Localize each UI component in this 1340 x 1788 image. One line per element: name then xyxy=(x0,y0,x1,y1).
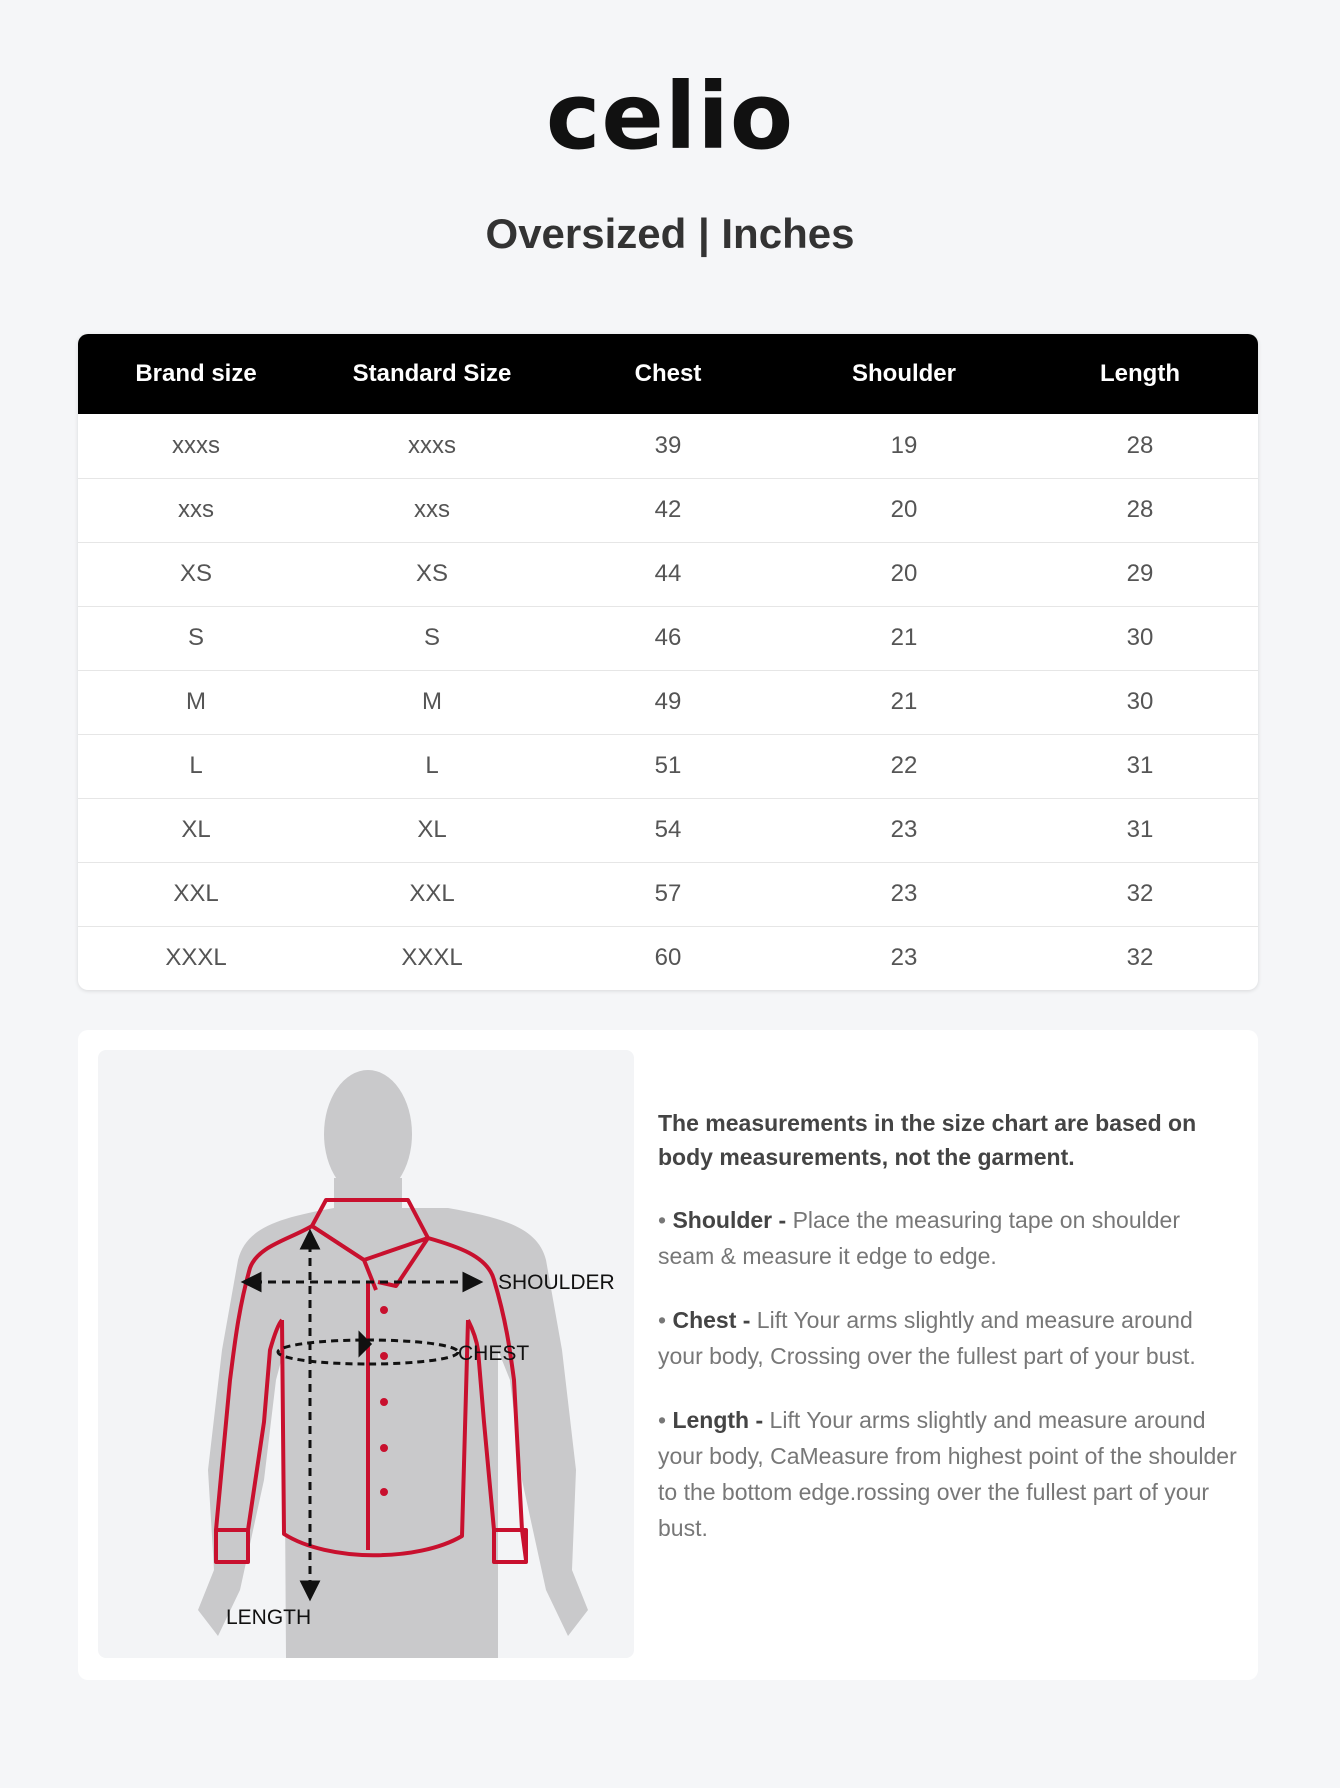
shirt-figure-illustration xyxy=(98,1050,634,1658)
table-row xyxy=(78,542,1258,606)
shoulder-cell: 22 xyxy=(890,752,918,779)
shoulder-description: Place the measuring tape on shoulder seam & measure it edge to edge. xyxy=(658,1207,1180,1269)
standard-size-cell: XXL xyxy=(409,880,455,907)
header-standard-size: Standard Size xyxy=(352,360,512,387)
chest-description: Lift Your arms slightly and measure around your body, Crossing over the fullest part of your bust. xyxy=(658,1307,1196,1369)
length-cell: 31 xyxy=(1126,752,1154,779)
table-row xyxy=(78,926,1258,990)
length-cell: 30 xyxy=(1126,688,1154,715)
table-row xyxy=(78,478,1258,542)
brand-size-cell: xxs xyxy=(178,496,214,523)
table-row xyxy=(78,734,1258,798)
table-header-row xyxy=(78,334,1258,414)
length-cell: 32 xyxy=(1126,880,1154,907)
brand-size-cell: xxxs xyxy=(172,431,220,459)
measurement-instructions xyxy=(658,1106,1238,1574)
chest-cell: 42 xyxy=(654,496,682,523)
table-row xyxy=(78,606,1258,670)
body-silhouette xyxy=(198,1070,588,1658)
brand-size-cell: M xyxy=(186,688,206,715)
length-cell: 30 xyxy=(1126,624,1154,651)
shoulder-cell: 21 xyxy=(890,688,918,715)
chest-instruction: • Chest - Lift Your arms slightly and measure around your body, Crossing over the fullest part of your bust. xyxy=(658,1307,1196,1369)
chest-term: Chest - xyxy=(672,1307,751,1333)
chest-cell: 46 xyxy=(654,624,682,651)
length-description: Lift Your arms slightly and measure around your body, CaMeasure from highest point of the shoulder to the bottom edge.rossing over the fullest part of your bust. xyxy=(658,1407,1237,1541)
length-cell: 31 xyxy=(1126,816,1154,843)
standard-size-cell: XS xyxy=(415,560,448,587)
chest-cell: 51 xyxy=(654,752,682,779)
shoulder-term: Shoulder - xyxy=(672,1207,787,1233)
table-row xyxy=(78,414,1258,478)
header-chest: Chest xyxy=(634,360,702,387)
chest-cell: 39 xyxy=(654,431,682,459)
header-brand-size: Brand size xyxy=(135,360,257,387)
standard-size-cell: xxs xyxy=(414,496,450,523)
length-cell: 32 xyxy=(1126,944,1154,972)
measurement-guide-card xyxy=(78,1030,1258,1680)
chest-cell: 49 xyxy=(654,688,682,715)
standard-size-cell: L xyxy=(425,752,439,779)
length-label: LENGTH xyxy=(226,1606,312,1629)
standard-size-cell: S xyxy=(423,624,440,651)
shoulder-cell: 20 xyxy=(890,496,918,523)
brand-size-cell: XXXL xyxy=(165,944,227,972)
standard-size-cell: xxxs xyxy=(408,431,456,459)
chest-cell: 44 xyxy=(654,560,682,587)
chest-label: CHEST xyxy=(458,1342,530,1365)
shoulder-cell: 23 xyxy=(890,880,918,907)
shoulder-cell: 21 xyxy=(890,624,918,651)
brand-size-cell: S xyxy=(187,624,204,651)
shoulder-cell: 23 xyxy=(890,816,918,843)
shoulder-cell: 19 xyxy=(890,431,918,459)
table-row xyxy=(78,670,1258,734)
shoulder-cell: 23 xyxy=(890,944,918,972)
header-shoulder: Shoulder xyxy=(851,360,956,387)
brand-size-cell: L xyxy=(189,752,203,779)
length-term: Length - xyxy=(672,1407,764,1433)
shoulder-label: SHOULDER xyxy=(498,1271,615,1294)
intro-text: The measurements in the size chart are based on body measurements, not the garment. xyxy=(658,1110,1197,1170)
size-chart-table xyxy=(78,334,1258,990)
chest-cell: 57 xyxy=(654,880,682,907)
length-cell: 28 xyxy=(1126,431,1154,459)
length-cell: 28 xyxy=(1126,496,1154,523)
standard-size-cell: M xyxy=(422,688,442,715)
brand-size-cell: XXL xyxy=(173,880,219,907)
brand-size-cell: XS xyxy=(179,560,212,587)
chest-cell: 60 xyxy=(654,944,682,972)
celio-logo: celio xyxy=(545,63,795,170)
length-instruction: • Length - Lift Your arms slightly and measure around your body, CaMeasure from highest point of the shoulder to the bottom edge.rossing over the fullest part of your bust. xyxy=(658,1407,1237,1541)
chest-cell: 54 xyxy=(654,816,682,843)
table-row xyxy=(78,798,1258,862)
shoulder-cell: 20 xyxy=(890,560,918,587)
standard-size-cell: XL xyxy=(417,816,447,843)
page-title: Oversized | Inches xyxy=(485,210,855,257)
table-row xyxy=(78,862,1258,926)
measurement-diagram xyxy=(98,1050,634,1658)
length-cell: 29 xyxy=(1126,560,1154,587)
header-length: Length xyxy=(1100,360,1180,387)
brand-size-cell: XL xyxy=(181,816,211,843)
shoulder-instruction: • Shoulder - Place the measuring tape on shoulder seam & measure it edge to edge. xyxy=(658,1207,1180,1269)
standard-size-cell: XXXL xyxy=(401,944,463,972)
